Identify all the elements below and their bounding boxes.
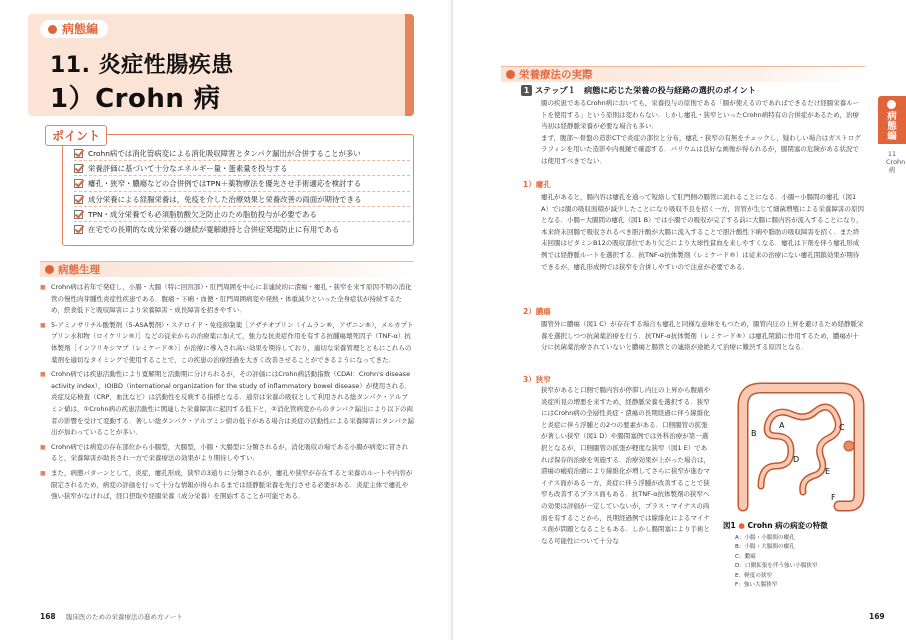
figure-label-a: A	[779, 421, 785, 430]
step-title: ステップ１ 病態に応じた栄養の投与経路の選択のポイント	[535, 85, 756, 95]
point-text: 在宅での長期的な成分栄養の継続が寛解維持と合併症発現防止に有用である	[88, 224, 340, 234]
step-heading	[521, 85, 756, 96]
point-list	[74, 146, 410, 237]
point-label-text: ポイント	[52, 129, 101, 143]
caption-dot-icon: ●	[738, 521, 745, 530]
point-item	[74, 192, 410, 207]
intro-text	[541, 98, 865, 168]
abscess-text: 腸管外に膿瘍（図1 C）が存在する場合も瘻孔と同様な意味をもつため，腸管内圧の上昇を避けるため経静脈栄養を選択しつつ抗菌薬治療を行う．抗TNF-α抗体製剤（レミケード®）は瘻孔閉鎖に作用するため，膿瘍が十分に抗菌薬治療されていないと膿瘍と腸管との連絡が途絶えて治療に難渋する原因となる．	[541, 320, 864, 352]
page-number-right: 169	[869, 612, 885, 621]
figure-label-b: B	[751, 429, 757, 438]
subheading-fistula: 1）瘻孔	[523, 180, 551, 189]
point-item	[74, 146, 410, 161]
figure-label-f: F	[831, 493, 836, 502]
step-number-badge: 1	[521, 85, 532, 96]
checkbox-icon	[74, 164, 83, 173]
subchapter-title: 1）Crohn 病	[50, 84, 221, 114]
checkbox-icon	[74, 210, 83, 219]
legend-item: C：膿瘍	[735, 553, 756, 560]
tab-title: 病態編	[887, 111, 897, 142]
legend-item: E：軽度の狭窄	[735, 572, 773, 579]
crohn-lesion-figure	[721, 366, 879, 516]
intestine-diagram	[743, 388, 859, 506]
intro-paragraph: まず，腹部〜骨盤の造影CTで炎症の部位と分布，瘻孔・狭窄の有無をチェックし，疑わしい場合はガストログラフィンを用いた造影や内視鏡で確認する．バリウムは良好な画像が得られるが，腸閉塞の危険がある状況では使用すべきでない．	[541, 133, 861, 165]
point-label	[45, 125, 107, 146]
subheading-stenosis: 3）狭窄	[523, 375, 551, 384]
header-accent-strip	[405, 14, 414, 116]
subheading-abscess: 2）膿瘍	[523, 307, 551, 316]
point-item	[74, 161, 410, 176]
figure-caption	[723, 520, 828, 531]
stenosis-text: 狭窄があると口側で腸内容が停滞し内圧の上昇から腹痛や炎症所見の増悪を来すため，経静脈栄養を選択する．狭窄にはCrohn病の全層性炎症・潰瘍の長期経過に伴う線維化と炎症に伴う浮腫との2つの要素がある．口側腸管の拡張が著しい狭窄（図1 D）や腸閉塞例では外科治療が第一選択となるが，口側腸管の拡張が軽度な狭窄（図1 E）であれば保存的治療を実施する．治療効果が上がった場合は，潰瘍の瘢痕治癒により線維化が増してさらに狭窄が進むマイナス面がある一方，炎症に伴う浮腫が改善することで狭窄も改善するプラス面もある．抗TNF-α抗体製剤の狭窄への効果は評価が一定していないが，プラス・マイナスの両面を有することから，長期経過例では線維化によるマイナス面が問題となることもある．しかし腸閉塞により手術となる可能性について十分な	[541, 386, 710, 545]
legend-item: B：小腸・大腸間の瘻孔	[735, 544, 795, 551]
section-heading-pathophysiology: 病態生理	[40, 261, 414, 277]
small-bowel-outline	[761, 407, 838, 492]
point-item	[74, 222, 410, 237]
legend-item: D：口側拡張を伴う強い小腸狭窄	[735, 563, 818, 570]
section-tag	[40, 20, 108, 38]
figure-legend	[735, 534, 875, 590]
figure-label-d: D	[793, 455, 800, 464]
chapter-header	[28, 14, 414, 116]
body-paragraph: ■ Crohn病では疾患活動性により寛解期と活動期に分けられるが，その評価にはCrohn病活動指数（CDAI：Crohn's disease activity index），IOIBD（international organization for the study of inflammatory bowel disease）が使用される．炎症反応検査（CRP，血沈など）は活動性を反映する指標となる．通常は栄養の吸収として利用される総タンパク・アルブミン値は，①Crohn病の疾患活動性に関連した栄養障害に起因する低下と，②消化管病変からのタンパク漏出により以下の両者の影響を受けて変動する．著しい総タンパク・アルブミン値の低下がある場合は炎症の活動性による栄養障害にタンパク漏出が加わっていることが多い．	[40, 369, 414, 439]
tab-dot-icon	[887, 100, 896, 109]
point-text: Crohn病では消化管病変による消化吸収障害とタンパク漏出が合併することが多い	[88, 149, 361, 158]
figure-label-c: C	[839, 423, 845, 432]
checkbox-icon	[74, 225, 83, 234]
fistula-text: 瘻孔があると，腸内容は瘻孔を通って短絡して肛門側の腸管に流れることになる．小腸−小腸間の瘻孔（図1 A）では腸の吸収面積が減少したことになり吸収不良を招く一方，盲管が生じて細菌増殖による栄養障害の原因となる．小腸−大腸間の瘻孔（図1 B）では小腸での吸収が完了する前に大腸に腸内容が流入することになり，本来終末回腸で吸収されるべき胆汁酸が大腸に流入することで胆汁酸性下痢や脂肪の吸収障害を招く．また終末回腸はビタミンB12の吸収部位であり欠乏により大球性貧血を来しやすくなる．瘻孔は下剤を伴う瘻孔形成例では経静脈ルートを選択する．抗TNF-α抗体製剤（レミケード®）は従来の治療にない瘻孔閉鎖効果が期待できるが，瘻孔形成例では狭窄を合併しやすいので注意が必要である．	[541, 193, 864, 271]
abscess-mark	[844, 441, 854, 451]
body-paragraph: ■ また，病態パターンとして，炎症，瘻孔形成，狭窄の3通りに分類されるが，瘻孔や狭窄が存在すると栄養のルートや内容が限定されるため，病変の評価を行って十分な情報が得られるまでは経静脈栄養を先行させる必要がある．炎症主体で瘻孔や強い狭窄がなければ，経口摂取や経腸栄養（成分栄養）を開始することが可能である．	[40, 468, 414, 503]
point-item	[74, 176, 410, 191]
point-text: TPN・成分栄養でも必須脂肪酸欠乏防止のため脂肪投与が必要である	[88, 209, 317, 219]
section-heading-nutrition: 栄養療法の実際	[501, 66, 865, 82]
checkbox-icon	[74, 149, 83, 158]
tab-subtitle: 11 Crohn病	[886, 150, 906, 174]
figure-caption-number: 図1	[723, 521, 736, 530]
legend-item: F：強い大腸狭窄	[735, 582, 778, 589]
right-page	[453, 0, 906, 640]
running-footer: 臨床医のための栄養療法の進め方ノート	[66, 613, 183, 621]
figure-label-e: E	[825, 467, 831, 476]
chapter-title: 11. 炎症性腸疾患	[50, 53, 234, 78]
legend-item: A：小腸・小腸間の瘻孔	[735, 535, 795, 541]
checkbox-icon	[74, 179, 83, 188]
point-text: 瘻孔・狭窄・膿瘍などの合併例ではTPN＋薬物療法を優先させ手術適応を検討する	[88, 179, 362, 189]
body-paragraph: ■ Crohn病は若年で発症し，小腸・大腸（特に回盲部）・肛門周囲を中心に非連続的に潰瘍・瘻孔・狭窄を来す原因不明の消化管の慢性肉芽腫性炎症性疾患である．腹痛・下痢・血便・肛門周囲病変や発熱・体重減少といった全身症状が持続するため，摂食低下と吸収障害により栄養障害・成長障害を招きやすい．	[40, 282, 414, 317]
checkbox-icon	[74, 195, 83, 204]
chapter-side-tab	[878, 96, 906, 208]
bullet-dot-icon	[48, 25, 57, 34]
page-number-left: 168	[40, 612, 56, 621]
section-tag-label: 病態編	[62, 22, 99, 36]
point-item	[74, 207, 410, 222]
point-text: 成分栄養による経腸栄養は，免疫を介した治療効果と栄養改善の両面が期待できる	[88, 194, 362, 204]
intro-paragraph: 腸の疾患であるCrohn病においても，栄養投与の原則である「腸が使えるのであればできるだけ経腸栄養ルートを使用する」という原則は変わらない．しかし瘻孔・狭窄といったCrohn病特有の合併症があるため，治療当初は経静脈栄養が必要な場合も多い．	[541, 99, 860, 131]
point-text: 栄養評価に基づいて十分なエネルギー量・蛋素量を投与する	[88, 164, 288, 174]
body-paragraph: ■ Crohn病では病変の存在部位から小腸型，大腸型，小腸・大腸型に分類されるが，消化吸収の場である小腸が病変に冒されると，栄養障害が助長され一方で栄養療法の効果がより期待しやすい．	[40, 442, 414, 465]
figure-caption-text: Crohn 病の病変の特徴	[747, 521, 828, 530]
left-body-text	[40, 282, 414, 506]
body-paragraph: ■ 5-アミノサリチル酸製剤（5-ASA製剤）・ステロイド・免疫抑制薬［アザチオプリン（イムラン®，アザニン®），メルカプトプリン水和物（ロイケリン®）］などの従来からの治療薬に加えて，強力な抗炎症作用を有する抗腫瘍壊死因子（TNF-α）抗体製剤［インフリキシマブ（レミケード®）］が治療に導入され高い効果を期待しており，適切な栄養管理とともにこれらの薬剤を適切なタイミングで使用することで，この疾患の治療経過を大きく改善させることができるようになってきた．	[40, 320, 414, 366]
